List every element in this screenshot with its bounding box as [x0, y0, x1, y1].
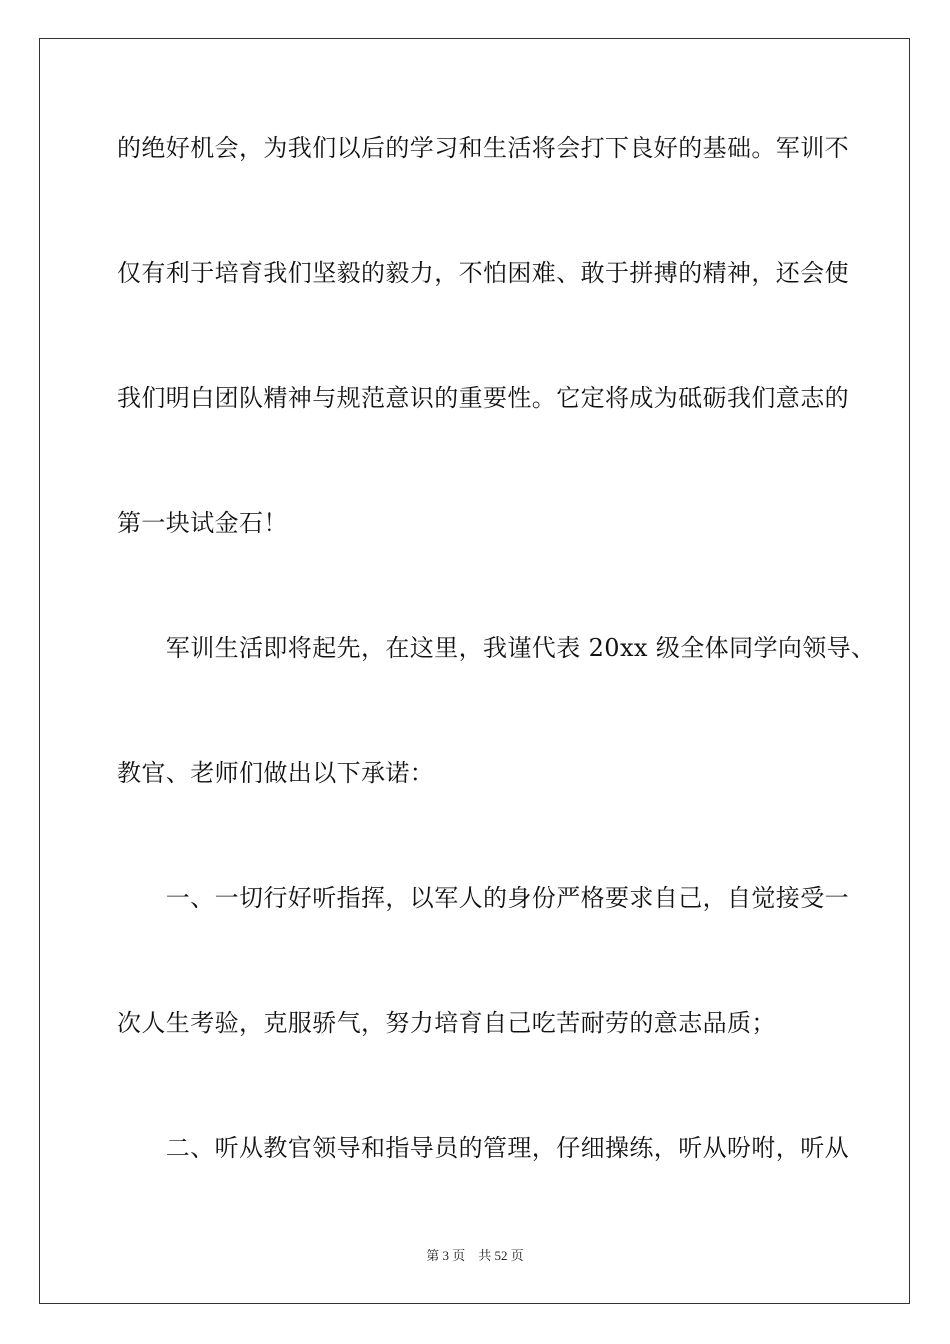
text-line: 第一块试金石！: [117, 509, 288, 537]
page-border: [39, 38, 910, 1304]
text-line: 次人生考验，克服骄气，努力培育自己吃苦耐劳的意志品质；: [117, 1009, 776, 1037]
text-line: 的绝好机会，为我们以后的学习和生活将会打下良好的基础。军训不: [117, 134, 849, 162]
text-line: 二、听从教官领导和指导员的管理，仔细操练，听从吩咐，听从: [117, 1134, 849, 1162]
text-line: 我们明白团队精神与规范意识的重要性。它定将成为砥砺我们意志的: [117, 384, 849, 412]
text-line: 军训生活即将起先，在这里，我谨代表 20xx 级全体同学向领导、: [117, 634, 876, 662]
page-footer: 第 3 页 共 52 页: [426, 1248, 524, 1263]
text-line: 仅有利于培育我们坚毅的毅力，不怕困难、敢于拼搏的精神，还会使: [117, 259, 849, 287]
text-line: 一、一切行好听指挥，以军人的身份严格要求自己，自觉接受一: [117, 884, 849, 912]
text-line: 教官、老师们做出以下承诺：: [117, 759, 435, 787]
